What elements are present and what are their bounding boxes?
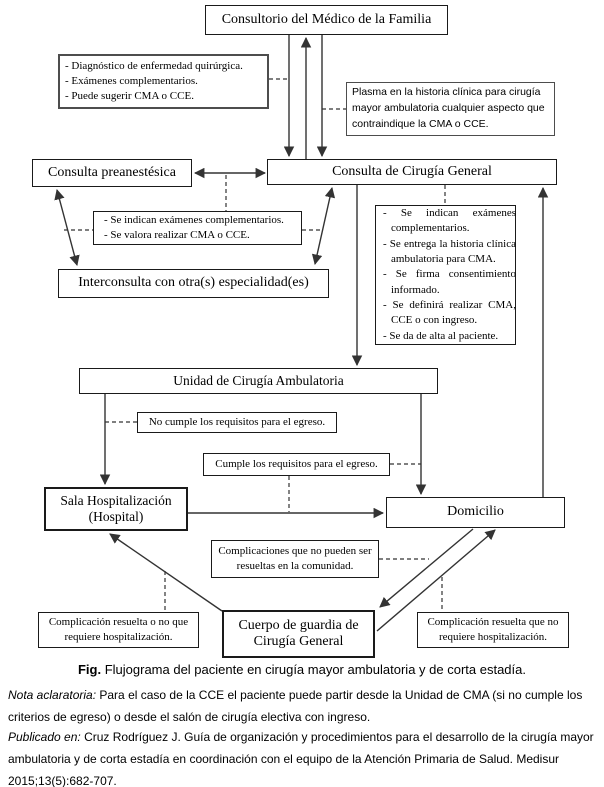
note-line: No cumple los requisitos para el egreso. — [148, 416, 326, 429]
node-label: (Hospital) — [88, 509, 144, 524]
note-line: - Se entrega la historia clínica ambulatoria para CMA. — [383, 237, 516, 265]
node-label: Consulta de Cirugía General — [332, 163, 492, 179]
node-domicilio — [386, 497, 565, 528]
note-line: Plasma en la historia clínica para cirugía mayor ambulatoria cualquier aspecto que contraindique la CMA o CCE. — [352, 86, 545, 130]
figure-caption — [0, 662, 604, 677]
note-line: - Se indican exámenes complementarios. — [104, 214, 284, 227]
note-line: Complicación resuelta o no que requiere hospitalización. — [48, 616, 189, 643]
note-line: Cumple los requisitos para el egreso. — [215, 458, 378, 471]
node-unidad-cirugia-ambulatoria — [79, 368, 438, 394]
note-complicacion-resuelta-que-no — [417, 612, 569, 648]
node-label: Cuerpo de guardia de — [238, 617, 359, 633]
node-consulta-cirugia-general — [267, 159, 557, 185]
node-label: Interconsulta con otra(s) especialidad(es) — [78, 275, 309, 291]
note-complicacion-resuelta-o-no — [38, 612, 199, 648]
note-diagnostico — [58, 54, 269, 109]
note-complicaciones-comunidad — [211, 540, 379, 578]
node-label: Sala Hospitalización — [60, 493, 172, 509]
note-line: - Diagnóstico de enfermedad quirúrgica. — [65, 60, 243, 73]
node-label: Cirugía General — [253, 634, 344, 649]
node-label: Domicilio — [447, 504, 504, 520]
publicado-label: Publicado en: — [8, 730, 81, 744]
note-line: Complicación resuelta que no requiere hospitalización. — [427, 616, 559, 643]
note-line: - Se firma consentimiento informado. — [383, 268, 516, 296]
note-line: - Se da de alta al paciente. — [383, 329, 499, 342]
node-cuerpo-guardia — [222, 610, 375, 658]
node-interconsulta — [58, 269, 329, 298]
note-line: - Puede sugerir CMA o CCE. — [65, 89, 194, 102]
node-label: Consulta preanestésica — [48, 164, 176, 180]
node-label: Unidad de Cirugía Ambulatoria — [173, 373, 344, 389]
note-cumple-egreso — [203, 453, 390, 476]
note-line: Complicaciones que no pueden ser resueltas en la comunidad. — [218, 545, 372, 572]
nota-aclaratoria — [8, 684, 598, 728]
note-indicaciones-largas — [375, 205, 516, 345]
node-consultorio-medico-familia — [205, 5, 448, 35]
publicado-text: Cruz Rodríguez J. Guía de organización y procedimientos para el desarrollo de la cirugía mayor ambulatoria y de corta estadía en coordinación con el equipo de la Atención Primaria de Salud. Medisur 2015;13(5):682-707. — [8, 730, 594, 787]
figure-caption-text: Flujograma del paciente en cirugía mayor ambulatoria y de corta estadía. — [101, 662, 526, 677]
nota-text: Para el caso de la CCE el paciente puede partir desde la Unidad de CMA (si no cumple los criterios de egreso) o desde el salón de cirugía electiva con ingreso. — [8, 688, 583, 724]
publicado-en — [8, 726, 598, 787]
note-line: - Exámenes complementarios. — [65, 75, 198, 88]
figure-caption-label: Fig. — [77, 662, 102, 677]
note-line: - Se valora realizar CMA o CCE. — [104, 229, 250, 241]
node-sala-hospitalizacion — [44, 487, 188, 531]
note-indicaciones-cortas — [93, 211, 302, 245]
note-line: - Se definirá realizar CMA, CCE o con ingreso. — [383, 299, 516, 327]
node-label: Consultorio del Médico de la Familia — [221, 11, 432, 27]
note-line: - Se indican exámenes complementarios. — [383, 206, 516, 235]
note-no-cumple-egreso — [137, 412, 337, 433]
node-consulta-preanestesica — [32, 159, 192, 187]
nota-label: Nota aclaratoria: — [8, 688, 97, 702]
note-plasma-historia-clinica — [346, 82, 555, 136]
